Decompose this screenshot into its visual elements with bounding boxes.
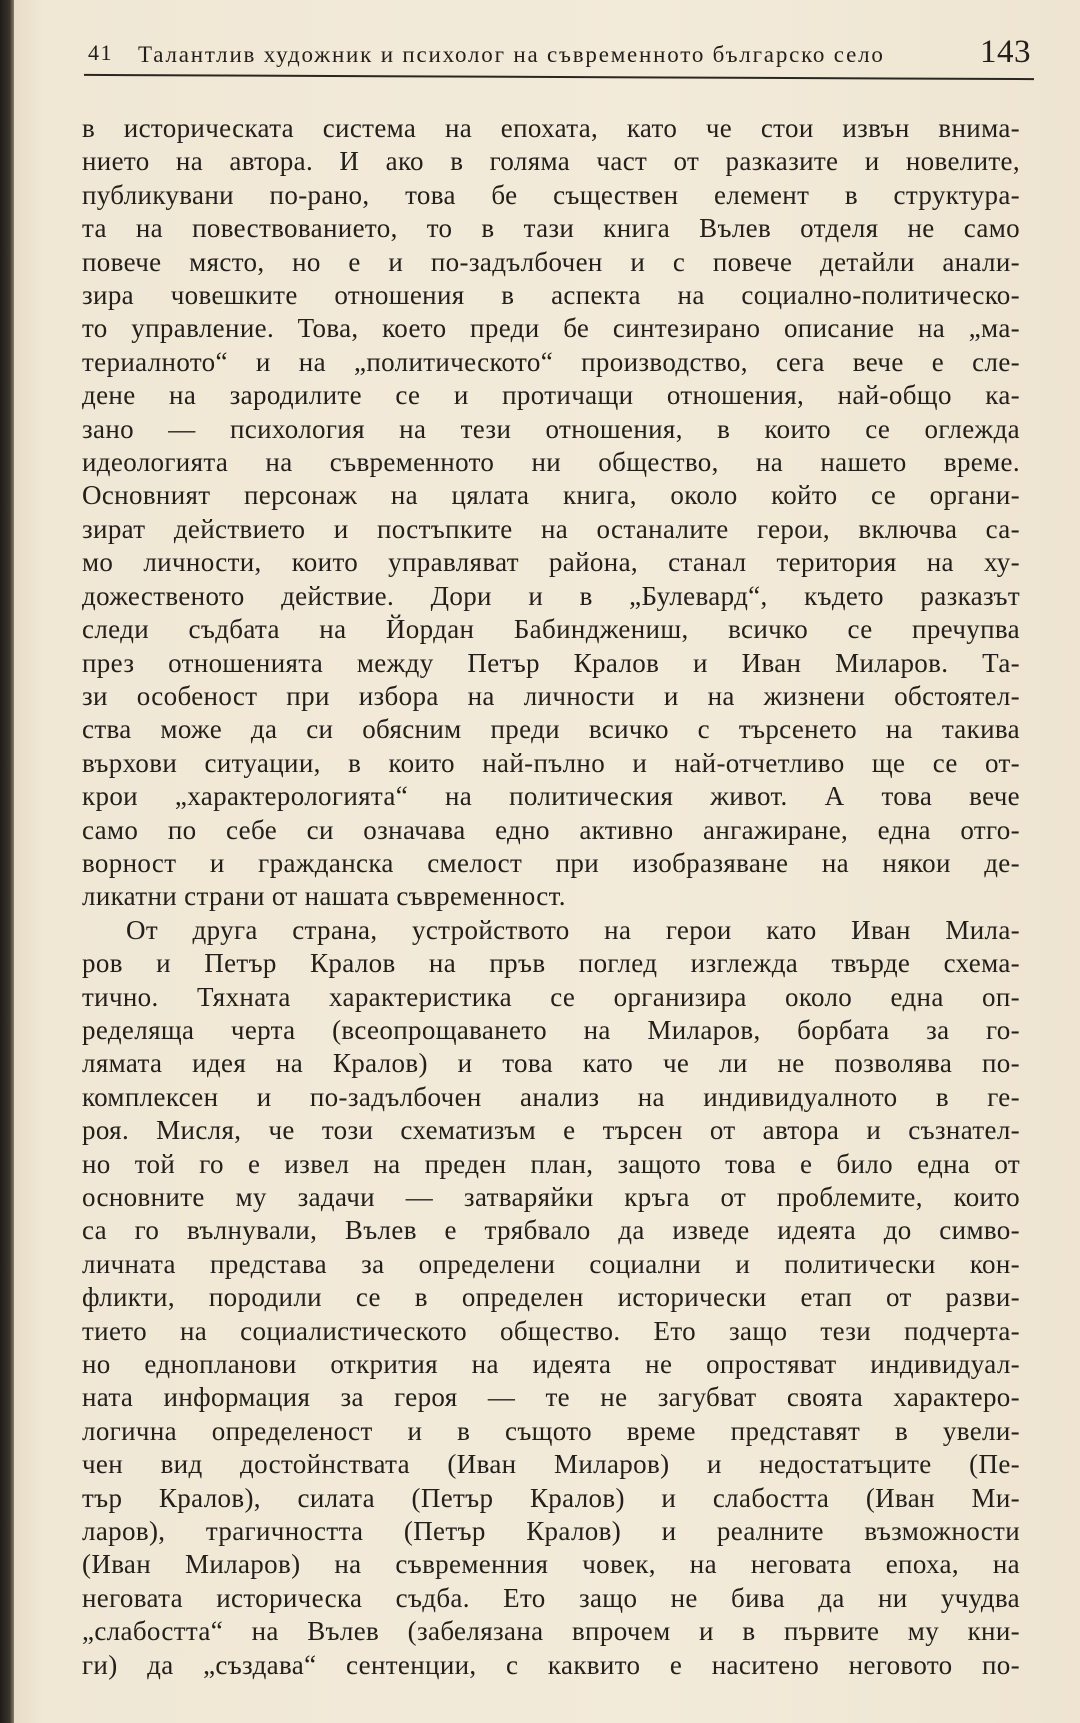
text-line: логична определеност и в същото време представят в увели- [82, 1415, 1020, 1446]
text-line: личната представа за определени социални и политически кон- [82, 1248, 1020, 1279]
chapter-number: 41 [88, 40, 113, 65]
text-line: мо личности, които управляват района, станал територия на ху- [82, 547, 1020, 578]
text-line: зира човешките отношения в аспекта на социално-политическо- [82, 280, 1020, 311]
text-line: то управление. Това, което преди бе синтезирано описание на „ма- [82, 313, 1020, 344]
page-number: 143 [980, 34, 1031, 70]
text-line: ги) да „създава“ сентенции, с каквито е наситено неговото по- [82, 1649, 1020, 1680]
running-head [80, 22, 1035, 74]
text-line: ворност и гражданска смелост при изобразяване на някои де- [82, 847, 1020, 878]
paragraph-1 [82, 112, 1020, 914]
running-head-title: Талантлив художник и психолог на съвременното българско село [138, 42, 885, 67]
text-line: в историческата система на епохата, като че стои извън внима- [82, 113, 1020, 143]
text-line: зират действието и постъпките на останалите герои, включва са- [82, 513, 1020, 544]
text-line: но той го е извел на преден план, защото това е било една от [82, 1148, 1020, 1179]
text-line: ределяща черта (всеопрощаването на Миларов, борбата за го- [82, 1014, 1020, 1045]
text-line: та на повествованието, то в тази книга Вълев отделя не само [82, 213, 1020, 244]
text-line: ликатни страни от нашата съвременност. [82, 881, 566, 912]
text-line: тично. Тяхната характеристика се организира около една оп- [82, 981, 1020, 1012]
paragraph-2 [82, 914, 1020, 1682]
text-line: ров и Петър Кралов на пръв поглед изглежда твърде схема- [82, 948, 1020, 979]
text-line: ларов), трагичността (Петър Кралов) и реалните възможности [82, 1516, 1020, 1547]
text-line: лямата идея на Кралов) и това като че ли не позволява по- [82, 1048, 1020, 1079]
text-line: комплексен и по-задълбочен анализ на индивидуалното в ге- [82, 1081, 1020, 1112]
text-line: дожественото действие. Дори и в „Булевард“, където разказът [82, 580, 1020, 611]
text-line: основните му задачи — затваряйки кръга от проблемите, които [82, 1182, 1020, 1212]
text-line: неговата историческа съдба. Ето защо не бива да ни учудва [82, 1582, 1020, 1613]
text-line: публикувани по-рано, това бе съществен елемент в структура- [82, 179, 1020, 210]
text-line: Основният персонаж на цялата книга, около който се органи- [82, 480, 1020, 511]
text-line: зи особеност при избора на личности и на жизнени обстоятел- [82, 680, 1020, 711]
text-line: крои „характерологията“ на политическия живот. А това вече [82, 781, 1020, 812]
text-line: но еднопланови открития на идеята не опростяват индивидуал- [82, 1349, 1020, 1380]
text-line: само по себе си означава едно активно ангажиране, една отго- [82, 814, 1020, 845]
text-line: чен вид достойнствата (Иван Миларов) и недостатъците (Пе- [82, 1449, 1020, 1480]
text-line: тър Кралов), силата (Петър Кралов) и слабостта (Иван Ми- [82, 1482, 1020, 1513]
text-line: следи съдбата на Йордан Бабинджениш, всичко се пречупва [82, 614, 1020, 645]
book-spine-shadow [0, 0, 14, 1723]
text-line: нието на автора. И ако в голяма част от разказите и новелите, [82, 146, 1020, 177]
text-line: повече място, но е и по-задълбочен и с повече детайли анали- [82, 246, 1020, 277]
text-line: „слабостта“ на Вълев (забелязана впрочем и в първите му кни- [82, 1616, 1020, 1647]
text-line: роя. Мисля, че този схематизъм е търсен от автора и съзнател- [82, 1115, 1020, 1146]
text-line: върхови ситуации, в които най-пълно и най-отчетливо ще се от- [82, 747, 1020, 778]
body-text [82, 112, 1020, 1682]
text-line: ства може да си обясним преди всичко с търсенето на такива [82, 714, 1020, 745]
header-rule [84, 74, 1034, 80]
text-line: фликти, породили се в определен исторически етап от разви- [82, 1282, 1020, 1313]
text-line: дене на зародилите се и протичащи отношения, най-общо ка- [82, 380, 1020, 411]
text-line: териалното“ и на „политическото“ производство, сега вече е сле- [82, 346, 1020, 377]
text-line: тието на социалистическото общество. Ето защо тези подчерта- [82, 1315, 1020, 1346]
text-line: ната информация за героя — те не загубват своята характеро- [82, 1382, 1020, 1413]
text-line: са го вълнували, Вълев е трябвало да изведе идеята до симво- [82, 1215, 1020, 1246]
text-line: (Иван Миларов) на съвременния човек, на неговата епоха, на [82, 1549, 1020, 1580]
text-line: през отношенията между Петър Кралов и Иван Миларов. Та- [82, 647, 1020, 678]
text-line: идеологията на съвременното ни общество, на нашето време. [82, 447, 1020, 478]
text-line: зано — психология на тези отношения, в които се оглежда [82, 413, 1020, 444]
text-line: От друга страна, устройството на герои като Иван Мила- [126, 914, 1020, 945]
